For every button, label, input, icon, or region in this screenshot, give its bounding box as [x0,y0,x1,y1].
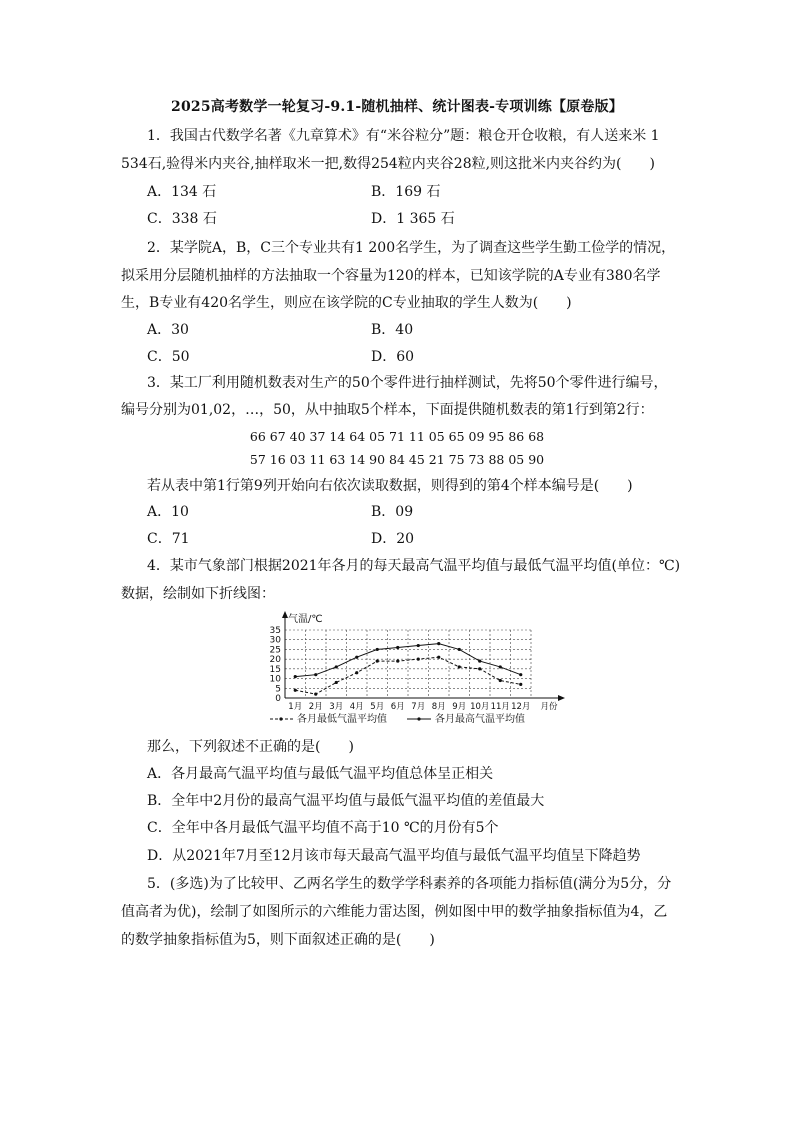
data-point [376,648,379,651]
data-point [499,679,502,682]
data-point [355,656,358,659]
temperature-line-chart [255,610,575,730]
data-point [396,646,399,649]
y-tick-label: 0 [275,694,281,704]
q4-option-b: B．全年中2月份的最高气温平均值与最低气温平均值的差值最大 [147,793,545,809]
data-point [499,665,502,668]
data-point [437,656,440,659]
y-tick-label: 15 [269,664,281,675]
q4-line3: 那么，下列叙述不正确的是( ) [147,739,354,755]
legend-label-low: 各月最低气温平均值 [297,714,387,725]
data-point [458,648,461,651]
random-table-row2: 57 16 03 11 63 14 90 84 45 21 75 73 88 05 90 [249,452,545,467]
data-point [294,689,297,692]
data-point [294,675,297,678]
q2-option-a: A．30 [147,322,189,338]
x-tick-label: 9月 [452,702,467,712]
y-tick-label: 20 [269,655,281,666]
data-point [335,681,338,684]
q5-line3: 的数学抽象指标值为5，则下面叙述正确的是( ) [121,932,435,948]
legend-marker-low [279,717,282,720]
x-tick-label: 4月 [349,702,364,712]
q2-line2: 拟采用分层随机抽样的方法抽取一个容量为120的样本，已知该学院的A专业有380名学 [121,268,661,284]
data-point [376,659,379,662]
q3-option-b: B．09 [371,504,414,520]
q1-option-b: B．169 石 [371,184,441,200]
x-tick-label: 1月 [288,702,303,712]
y-tick-label: 35 [269,626,281,636]
legend-label-high: 各月最高气温平均值 [435,714,525,725]
x-tick-label: 11月 [490,702,510,712]
x-tick-label: 10月 [470,702,490,712]
q5-line1: 5．(多选)为了比较甲、乙两名学生的数学学科素养的各项能力指标值(满分为5分，分 [147,876,672,892]
q4-line1: 4．某市气象部门根据2021年各月的每天最高气温平均值与最低气温平均值(单位：℃) [147,558,681,574]
q1-option-a: A．134 石 [147,184,217,200]
y-tick-label: 5 [275,684,281,695]
q3-option-a: A．10 [147,504,189,520]
x-tick-label: 5月 [370,702,385,712]
x-tick-label: 2月 [308,702,323,712]
q3-line1: 3．某工厂利用随机数表对生产的50个零件进行抽样测试，先将50个零件进行编号， [147,375,668,391]
q1-line1: 1．我国古代数学名著《九章算术》有“米谷粒分”题：粮仓开仓收粮，有人送来米 1 [147,128,660,144]
y-tick-label: 10 [269,674,281,685]
q4-option-a: A．各月最高气温平均值与最低气温平均值总体呈正相关 [147,766,494,782]
x-tick-label: 8月 [431,702,446,712]
q2-line1: 2．某学院A，B，C三个专业共有1 200名学生，为了调查这些学生勤工俭学的情况， [147,240,676,256]
random-table-row1: 66 67 40 37 14 64 05 71 11 05 65 09 95 86 68 [249,429,545,444]
y-axis-label: 气温/℃ [288,614,323,625]
x-axis-label: 月份 [540,702,558,712]
data-point [355,671,358,674]
q1-line2: 534石,验得米内夹谷,抽样取米一把,数得254粒内夹谷28粒,则这批米内夹谷约为( ) [121,156,655,172]
x-tick-label: 3月 [329,702,344,712]
data-point [478,659,481,662]
q3-line2: 编号分别为01,02，…，50，从中抽取5个样本，下面提供随机数表的第1行到第2行： [121,402,654,418]
data-point [519,683,522,686]
q3-option-c: C．71 [147,531,190,547]
data-point [519,673,522,676]
q4-option-c: C．全年中各月最低气温平均值不高于10 ℃的月份有5个 [147,820,499,836]
y-tick-label: 25 [269,645,281,656]
data-point [396,659,399,662]
data-point [478,667,481,670]
data-point [314,673,317,676]
x-axis-arrow [558,695,565,701]
x-tick-label: 6月 [390,702,405,712]
q5-line2: 值高者为优)，绘制了如图所示的六维能力雷达图，例如图中甲的数学抽象指标值为4，乙 [121,904,668,920]
data-point [417,644,420,647]
q4-option-d: D．从2021年7月至12月该市每天最高气温平均值与最低气温平均值呈下降趋势 [147,848,641,864]
q2-option-b: B．40 [371,322,414,338]
q2-option-d: D．60 [371,349,415,365]
data-point [458,665,461,668]
data-point [314,693,317,696]
data-point [437,642,440,645]
legend-marker-high [417,717,420,720]
q4-line2: 数据，绘制如下折线图： [121,586,275,602]
q2-option-c: C．50 [147,349,190,365]
data-point [335,665,338,668]
q1-option-c: C．338 石 [147,211,217,227]
page-title: 2025高考数学一轮复习-9.1-随机抽样、统计图表-专项训练【原卷版】 [171,99,623,115]
q3-line3: 若从表中第1行第9列开始向右依次读取数据，则得到的第4个样本编号是( ) [147,478,633,494]
x-tick-label: 12月 [511,702,531,712]
x-tick-label: 7月 [411,702,426,712]
q3-option-d: D．20 [371,531,415,547]
data-point [417,658,420,661]
y-tick-label: 30 [269,635,281,646]
q1-option-d: D．1 365 石 [371,211,455,227]
q2-line3: 生，B专业有420名学生，则应在该学院的C专业抽取的学生人数为( ) [121,295,572,311]
